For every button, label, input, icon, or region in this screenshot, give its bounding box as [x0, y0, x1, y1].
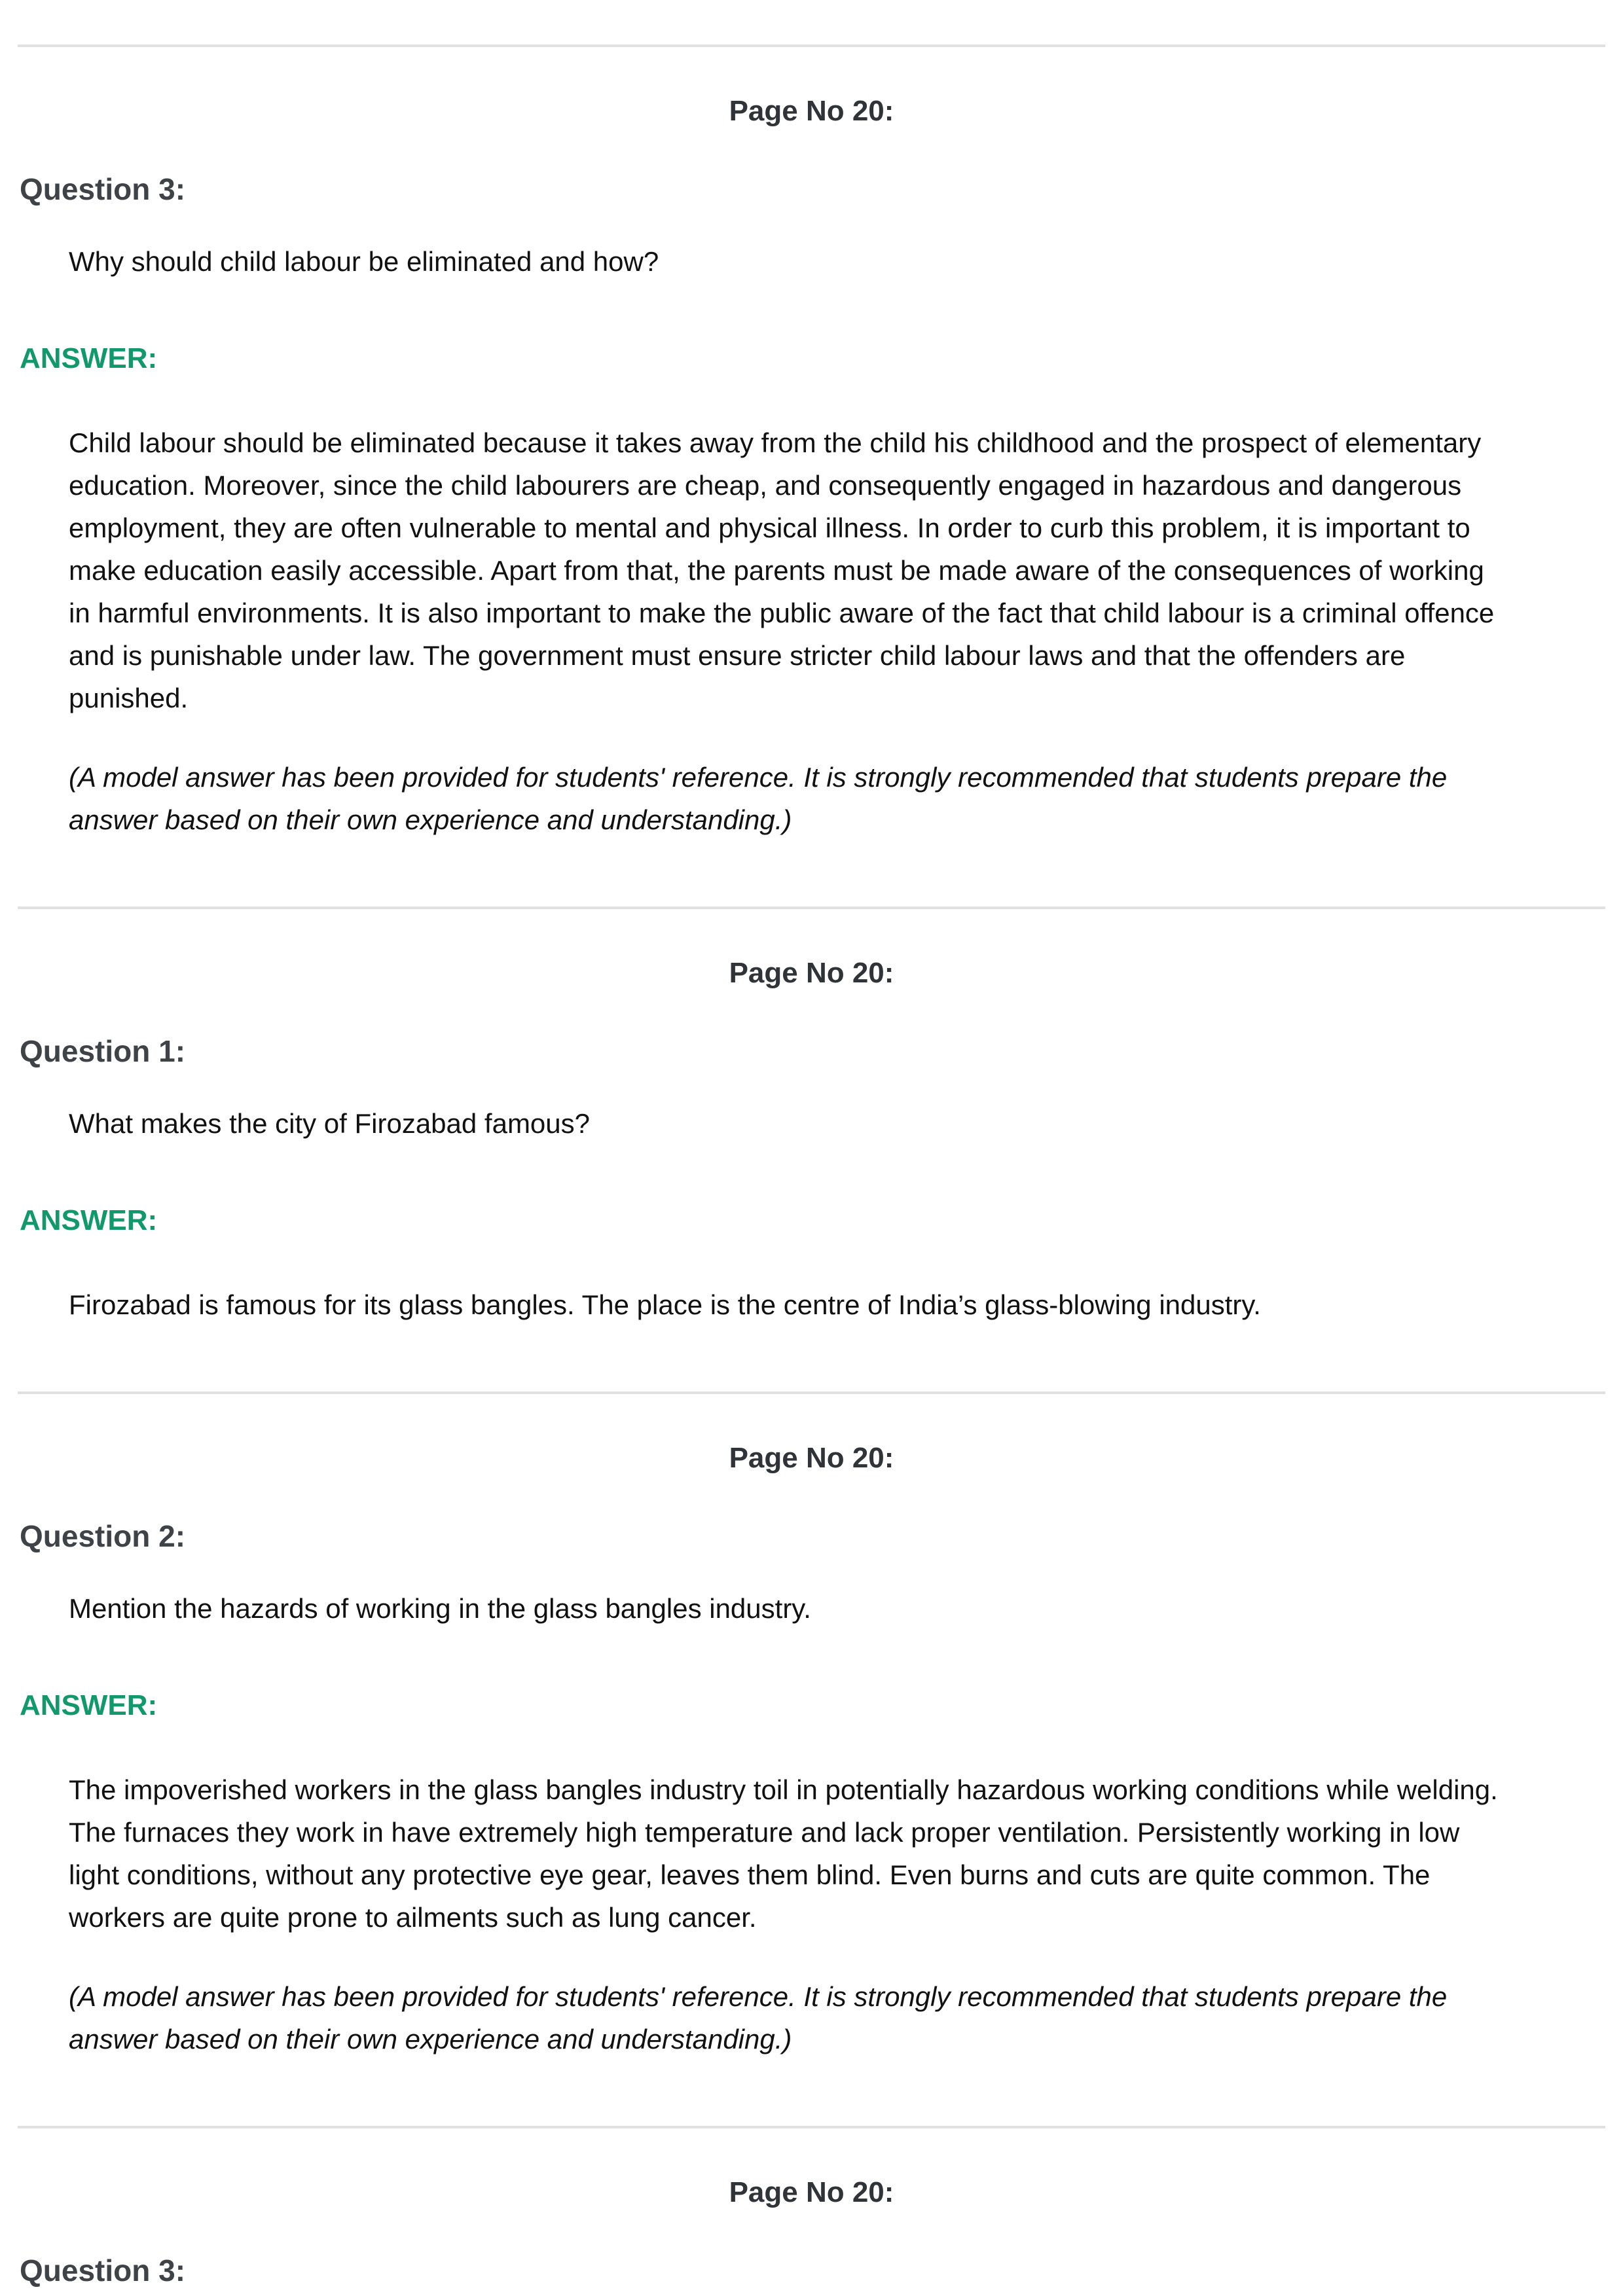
section-divider [18, 45, 1605, 47]
answer-text: Child labour should be eliminated because it takes away from the child his childhood and the prospect of elementary education. Moreover, since the child labourers are cheap, and consequently engaged in hazardous and dangerous employment, they are often vulnerable to mental and physical illness. In order to curb this problem, it is important to make education easily accessible. Apart from that, the parents must be made aware of the consequences of working in harmful environments. It is also important to make the public aware of the fact that child labour is a criminal offence and is punishable under law. The government must ensure stricter child labour laws and that the offenders are punished. [69, 427, 1495, 713]
model-answer-note: (A model answer has been provided for students' reference. It is strongly recommended that students prepare the answer based on their own experience and understanding.) [69, 762, 1448, 835]
answer-text: Firozabad is famous for its glass bangles. The place is the centre of India’s glass-blowing industry. [69, 1289, 1261, 1320]
section-divider [18, 1391, 1605, 1394]
page-number-heading: Page No 20: [729, 2176, 894, 2208]
question-text: What makes the city of Firozabad famous? [69, 1108, 591, 1139]
model-answer-note: (A model answer has been provided for students' reference. It is strongly recommended that students prepare the answer based on their own experience and understanding.) [69, 1981, 1448, 2054]
question-heading: Question 2: [20, 1519, 186, 1553]
question-text: Why should child labour be eliminated and how? [69, 246, 659, 277]
page-number-heading: Page No 20: [729, 957, 894, 989]
answer-heading: ANSWER: [20, 1689, 158, 1721]
answer-text: The impoverished workers in the glass bangles industry toil in potentially hazardous working conditions while welding. The furnaces they work in have extremely high temperature and lack proper ventilation. Persistently working in low light conditions, without any protective eye gear, leaves them blind. Even burns and cuts are quite common. The workers are quite prone to ailments such as lung cancer. [69, 1774, 1498, 1933]
question-heading: Question 3: [20, 172, 186, 206]
qa-section [0, 906, 1623, 1391]
answer-heading: ANSWER: [20, 1204, 158, 1236]
section-divider [18, 2126, 1605, 2128]
answer-heading: ANSWER: [20, 342, 158, 374]
qa-section [0, 45, 1623, 906]
qa-section [0, 1391, 1623, 2126]
question-heading: Question 3: [20, 2253, 186, 2287]
section-divider [18, 906, 1605, 909]
question-heading: Question 1: [20, 1034, 186, 1068]
page-number-heading: Page No 20: [729, 1442, 894, 1474]
question-text: Mention the hazards of working in the glass bangles industry. [69, 1593, 811, 1624]
qa-section [0, 2126, 1623, 2288]
page-number-heading: Page No 20: [729, 95, 894, 127]
